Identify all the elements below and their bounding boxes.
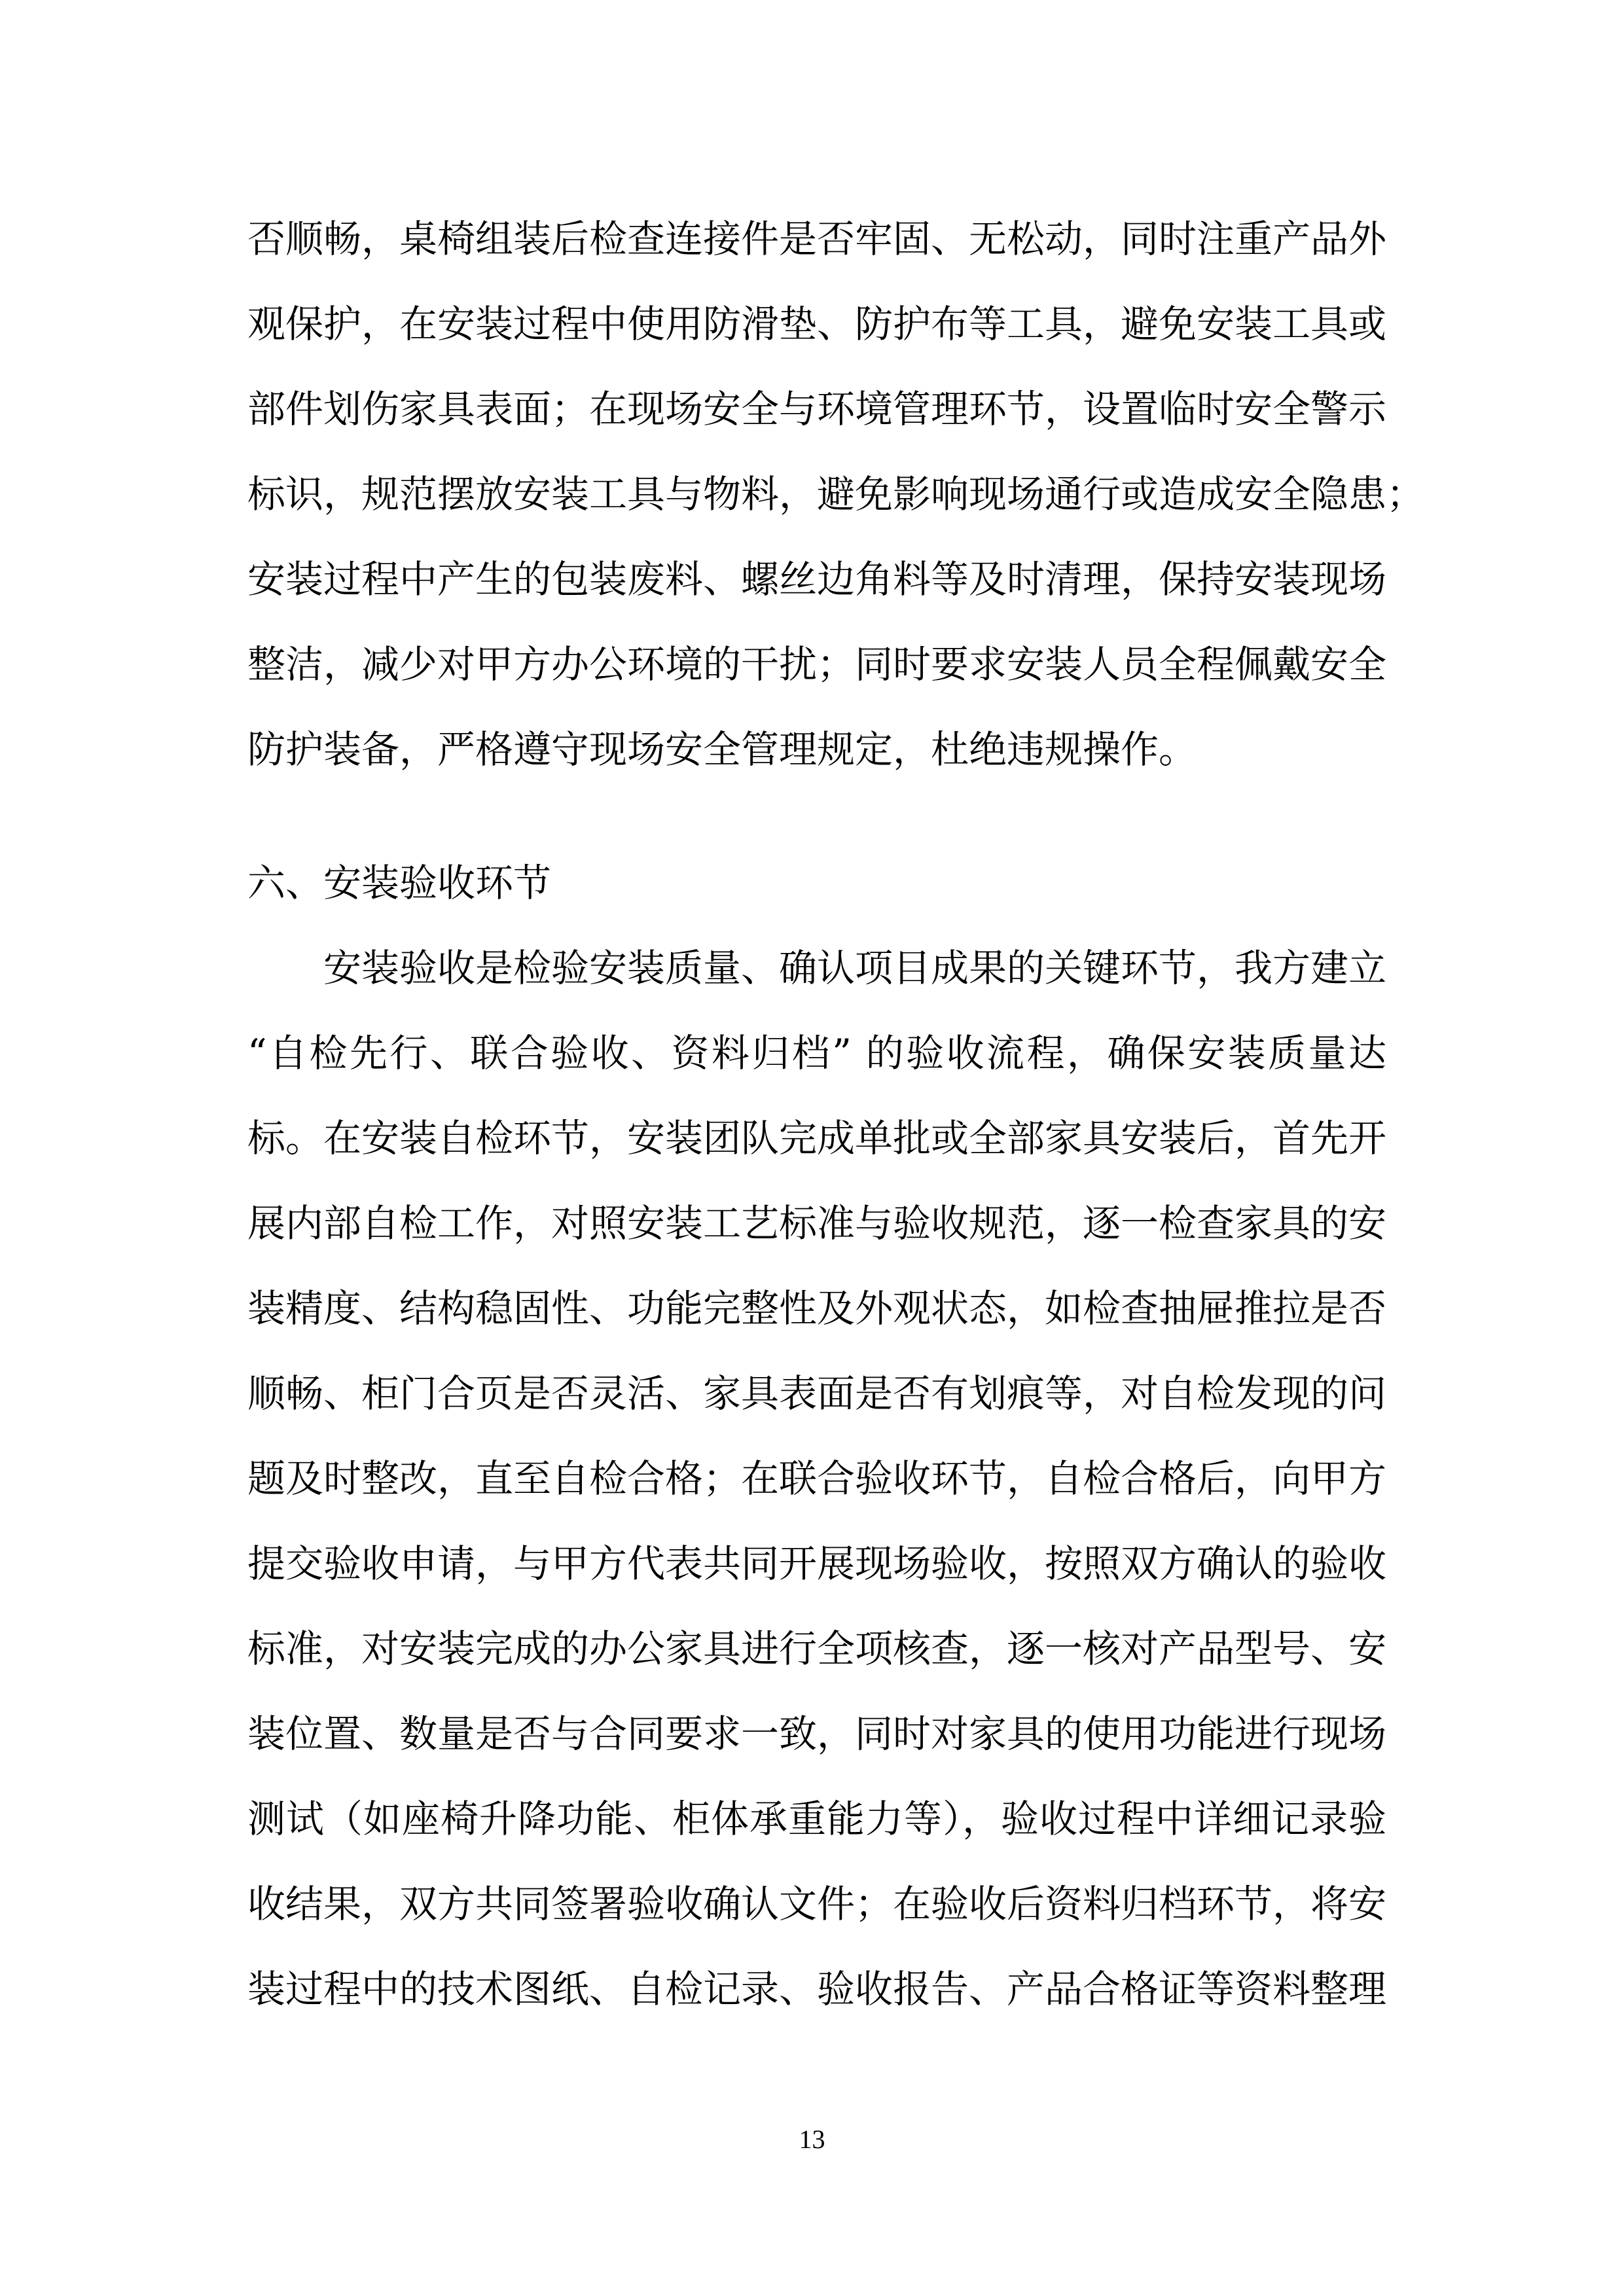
paragraph-line: 部件划伤家具表面；在现场安全与环境管理环节，设置临时安全警示 <box>247 387 1387 431</box>
paragraph-line: 收结果，双方共同签署验收确认文件；在验收后资料归档环节，将安 <box>247 1882 1387 1926</box>
paragraph-line: 装位置、数量是否与合同要求一致，同时对家具的使用功能进行现场 <box>247 1712 1387 1756</box>
paragraph-line: 标准，对安装完成的办公家具进行全项核查，逐一核对产品型号、安 <box>247 1626 1387 1671</box>
paragraph-line: 装过程中的技术图纸、自检记录、验收报告、产品合格证等资料整理 <box>247 1967 1387 2011</box>
paragraph-line: 防护装备，严格遵守现场安全管理规定，杜绝违规操作。 <box>247 727 1197 772</box>
paragraph-line: 否顺畅，桌椅组装后检查连接件是否牢固、无松动，同时注重产品外 <box>247 217 1387 261</box>
paragraph-line: “自检先行、联合验收、资料归档” 的验收流程，确保安装质量达 <box>247 1031 1386 1075</box>
paragraph-line: 安装过程中产生的包装废料、螺丝边角料等及时清理，保持安装现场 <box>247 557 1387 601</box>
page-number: 13 <box>799 2125 825 2154</box>
paragraph-line: 题及时整改，直至自检合格；在联合验收环节，自检合格后，向甲方 <box>247 1456 1387 1501</box>
paragraph-line: 顺畅、柜门合页是否灵活、家具表面是否有划痕等，对自检发现的问 <box>247 1371 1387 1416</box>
paragraph-line: 提交验收申请，与甲方代表共同开展现场验收，按照双方确认的验收 <box>247 1541 1387 1586</box>
paragraph-line: 观保护，在安装过程中使用防滑垫、防护布等工具，避免安装工具或 <box>247 302 1387 346</box>
paragraph-line: 安装验收是检验安装质量、确认项目成果的关键环节，我方建立 <box>323 946 1387 990</box>
paragraph-line: 整洁，减少对甲方办公环境的干扰；同时要求安装人员全程佩戴安全 <box>247 642 1387 687</box>
paragraph-line: 测试（如座椅升降功能、柜体承重能力等），验收过程中详细记录验 <box>247 1797 1386 1841</box>
section-heading: 六、安装验收环节 <box>247 861 552 905</box>
paragraph-line: 标识，规范摆放安装工具与物料，避免影响现场通行或造成安全隐患； <box>247 472 1425 516</box>
paragraph-line: 展内部自检工作，对照安装工艺标准与验收规范，逐一检查家具的安 <box>247 1201 1387 1246</box>
paragraph-line: 装精度、结构稳固性、功能完整性及外观状态，如检查抽屉推拉是否 <box>247 1286 1387 1331</box>
paragraph-line: 标。在安装自检环节，安装团队完成单批或全部家具安装后，首先开 <box>247 1116 1387 1160</box>
